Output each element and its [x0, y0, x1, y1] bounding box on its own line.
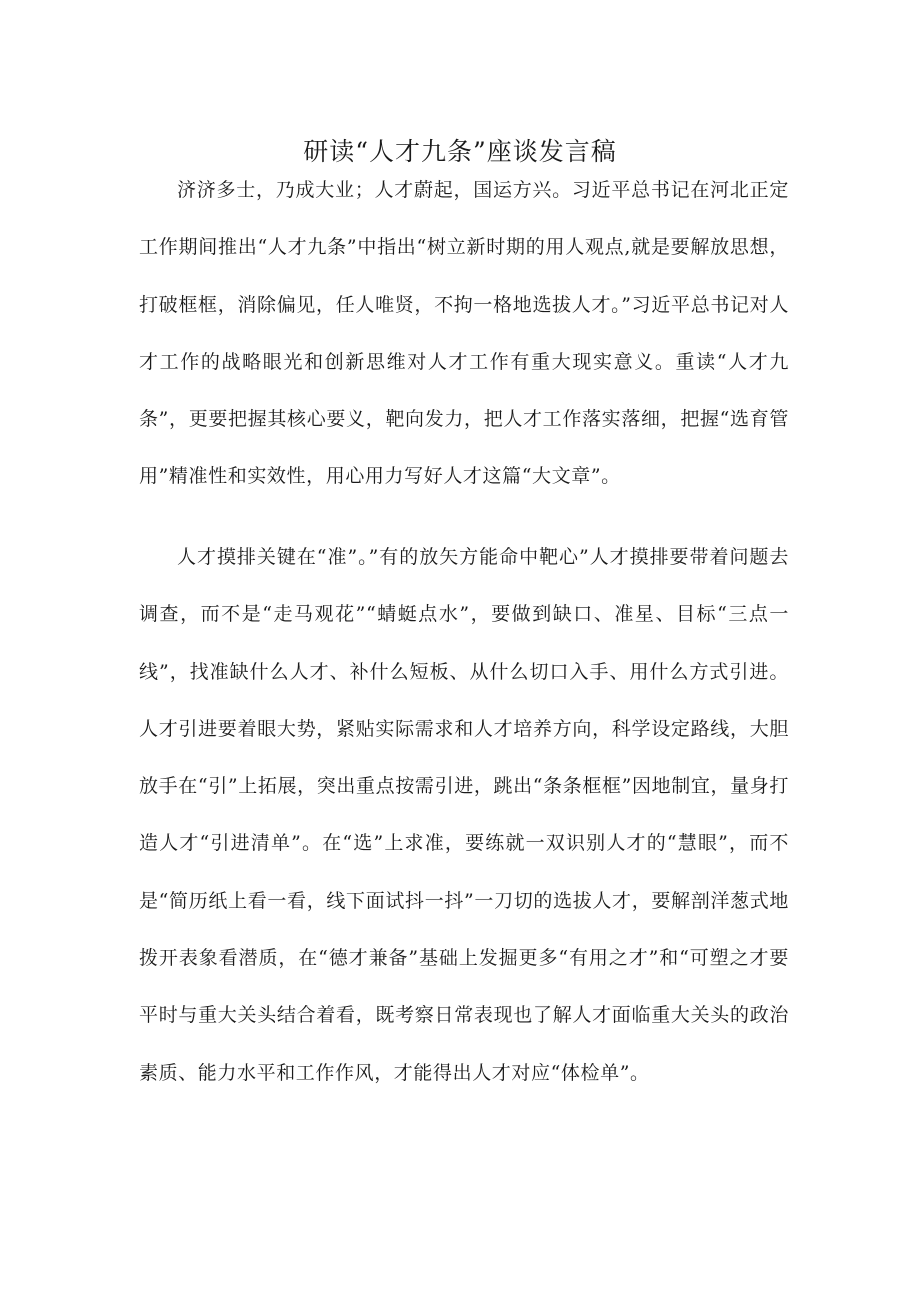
document-title: 研读“人才九条”座谈发言稿 — [303, 137, 617, 166]
paragraph-2: 人才摸排关键在“准”。”有的放矢方能命中靶心”人才摸排要带着问题去调查，而不是“走马观花”“蜻蜓点水”，要做到缺口、准星、目标“三点一线”，找准缺什么人才、补什么短板、从什么切口入手、用什么方式引进。人才引进要着眼大势，紧贴实际需求和人才培养方向，科学设定路线，大胆放手在“引”上拓展，突出重点按需引进，跳出“条条框框”因地制宜，量身打造人才“引进清单”。在“选”上求准，要练就一双识别人才的“慧眼”，而不是“简历纸上看一看，线下面试抖一抖”一刀切的选拔人才，要解剖洋葱式地拨开表象看潜质，在“德才兼备”基础上发掘更多“有用之才”和“可塑之才要平时与重大关头结合着看，既考察日常表现也了解人才面临重大关头的政治素质、能力水平和工作作风，才能得出人才对应“体检单”。 — [139, 546, 789, 1084]
paragraph-1: 济济多士，乃成大业；人才蔚起，国运方兴。习近平总书记在河北正定工作期间推出“人才九条”中指出“树立新时期的用人观点,就是要解放思想，打破框框，消除偏见，任人唯贤，不拘一格地选拔人才。”习近平总书记对人才工作的战略眼光和创新思维对人才工作有重大现实意义。重读“人才九条”，更要把握其核心要义，靶向发力，把人才工作落实落细，把握“选育管用”精准性和实效性，用心用力写好人才这篇“大文章”。 — [139, 179, 789, 488]
